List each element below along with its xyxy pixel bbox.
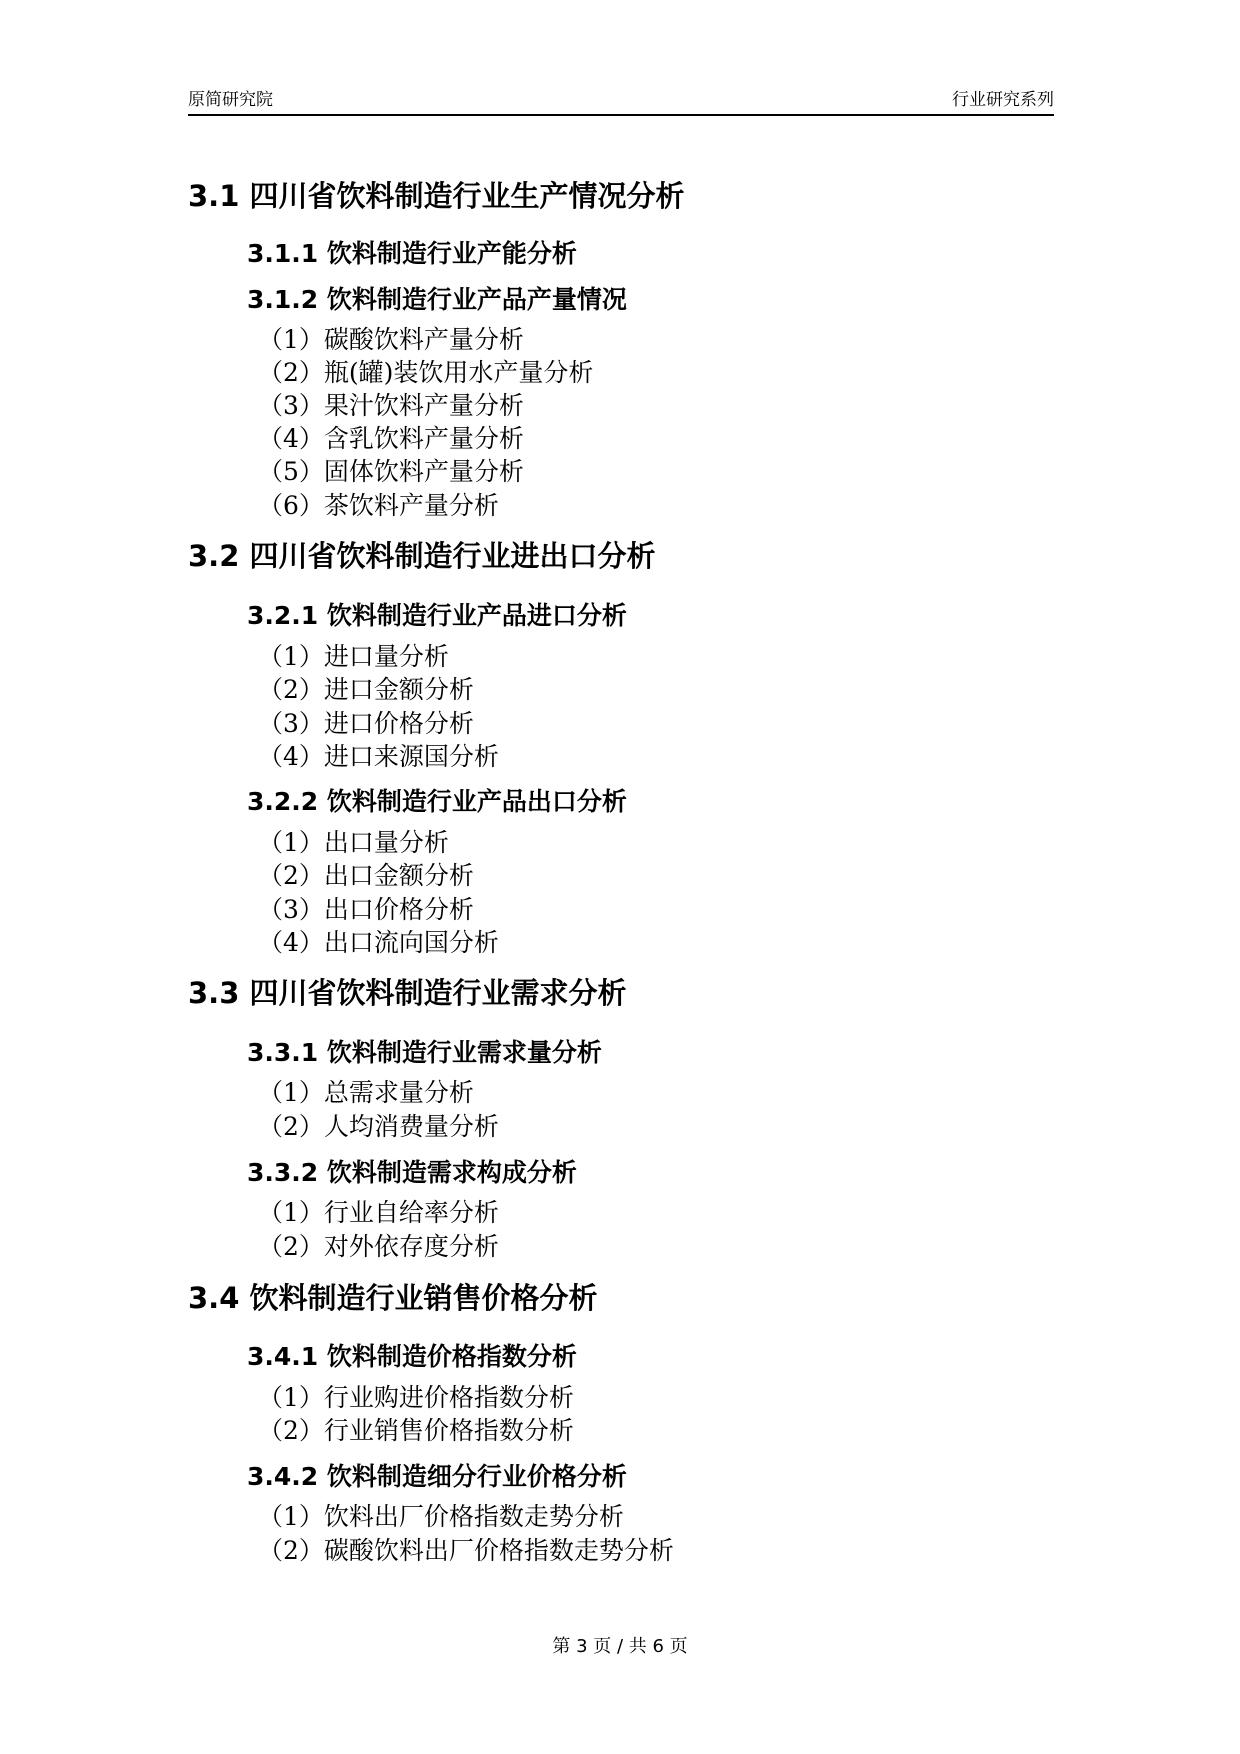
toc-list-item: （4）含乳饮料产量分析	[258, 424, 524, 453]
toc-list-item: （2）进口金额分析	[258, 675, 474, 704]
toc-subsection-heading: 3.3.2 饮料制造需求构成分析	[247, 1158, 577, 1187]
toc-subsection-heading: 3.4.1 饮料制造价格指数分析	[247, 1342, 577, 1371]
header-publisher: 原简研究院	[188, 90, 273, 110]
toc-list-item: （2）碳酸饮料出厂价格指数走势分析	[258, 1536, 674, 1565]
toc-list-item: （1）总需求量分析	[258, 1078, 474, 1107]
toc-subsection-heading: 3.2.2 饮料制造行业产品出口分析	[247, 787, 627, 816]
toc-list-item: （3）出口价格分析	[258, 895, 474, 924]
toc-list-item: （1）进口量分析	[258, 642, 449, 671]
toc-list-item: （3）果汁饮料产量分析	[258, 391, 524, 420]
toc-section-heading: 3.4 饮料制造行业销售价格分析	[188, 1281, 598, 1315]
toc-list-item: （4）进口来源国分析	[258, 742, 499, 771]
toc-subsection-heading: 3.3.1 饮料制造行业需求量分析	[247, 1038, 602, 1067]
toc-list-item: （1）行业自给率分析	[258, 1198, 499, 1227]
toc-list-item: （1）饮料出厂价格指数走势分析	[258, 1502, 624, 1531]
toc-section-heading: 3.2 四川省饮料制造行业进出口分析	[188, 539, 656, 573]
toc-list-item: （1）碳酸饮料产量分析	[258, 325, 524, 354]
toc-subsection-heading: 3.2.1 饮料制造行业产品进口分析	[247, 601, 627, 630]
toc-list-item: （5）固体饮料产量分析	[258, 457, 524, 486]
toc-list-item: （2）行业销售价格指数分析	[258, 1416, 574, 1445]
page-header	[188, 86, 1054, 116]
toc-list-item: （2）出口金额分析	[258, 861, 474, 890]
toc-list-item: （4）出口流向国分析	[258, 928, 499, 957]
toc-subsection-heading: 3.1.2 饮料制造行业产品产量情况	[247, 285, 627, 314]
toc-section-heading: 3.1 四川省饮料制造行业生产情况分析	[188, 179, 685, 213]
toc-subsection-heading: 3.4.2 饮料制造细分行业价格分析	[247, 1462, 627, 1491]
toc-list-item: （1）出口量分析	[258, 828, 449, 857]
header-series: 行业研究系列	[952, 90, 1054, 110]
toc-list-item: （3）进口价格分析	[258, 709, 474, 738]
toc-list-item: （1）行业购进价格指数分析	[258, 1383, 574, 1412]
toc-list-item: （2）瓶(罐)装饮用水产量分析	[258, 358, 594, 387]
toc-list-item: （2）人均消费量分析	[258, 1112, 499, 1141]
toc-subsection-heading: 3.1.1 饮料制造行业产能分析	[247, 239, 577, 268]
toc-list-item: （2）对外依存度分析	[258, 1232, 499, 1261]
toc-section-heading: 3.3 四川省饮料制造行业需求分析	[188, 976, 627, 1010]
page-number: 第 3 页 / 共 6 页	[552, 1636, 688, 1657]
toc-list-item: （6）茶饮料产量分析	[258, 491, 499, 520]
